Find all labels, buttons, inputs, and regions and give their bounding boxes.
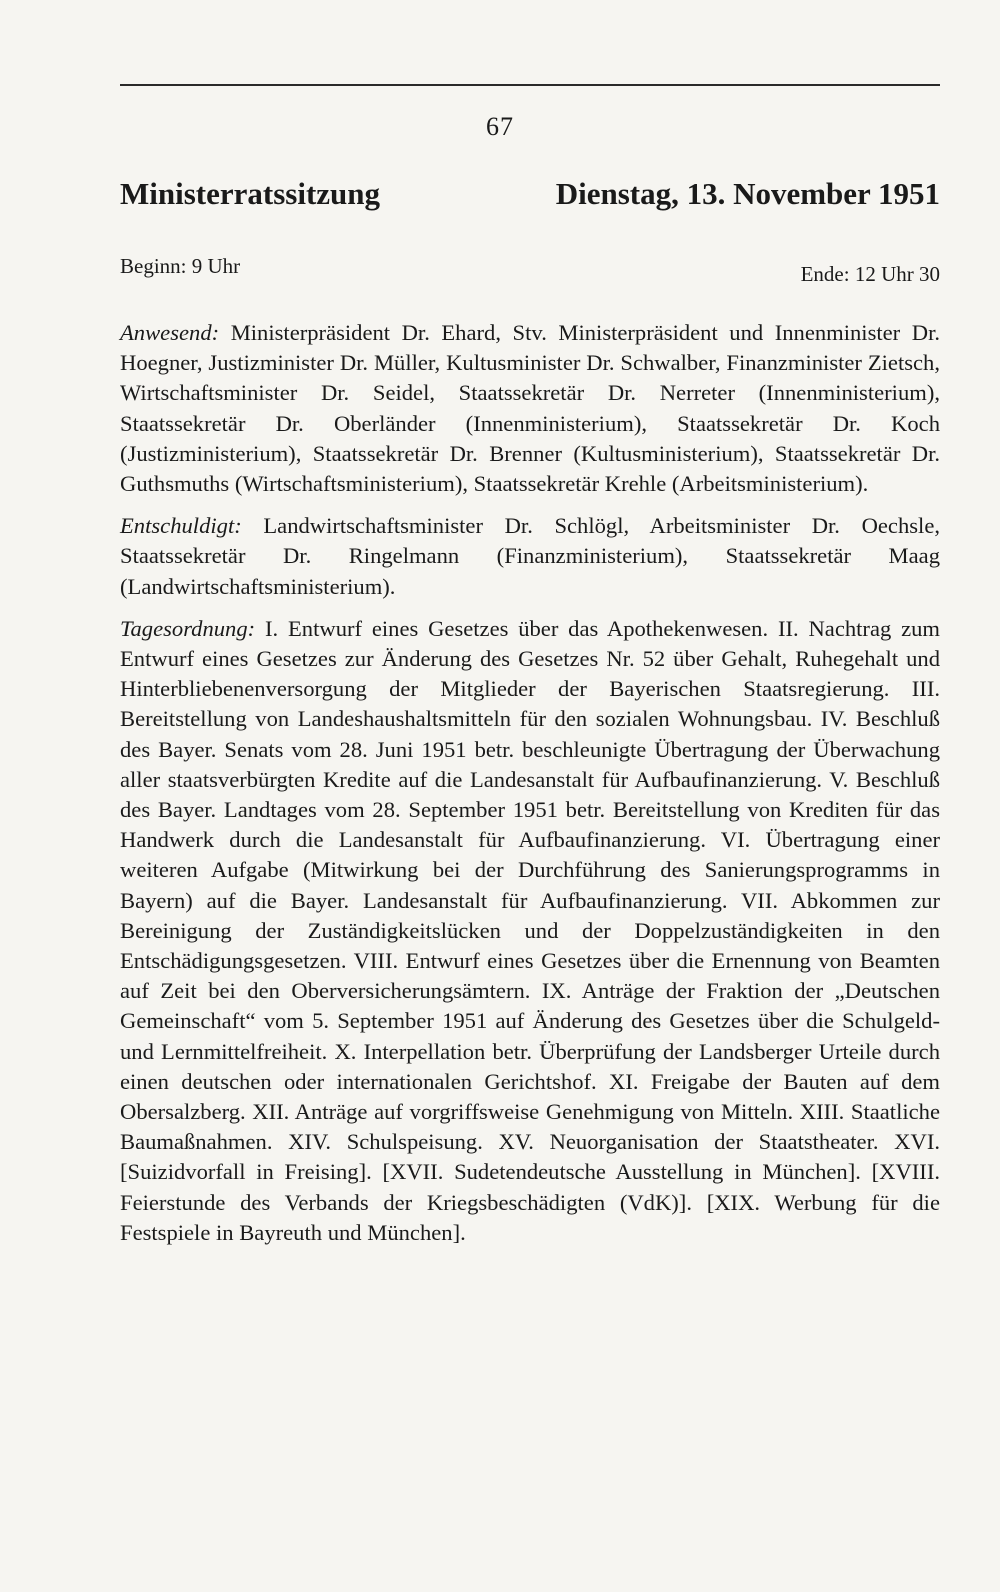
- begin-time: Beginn: 9 Uhr: [120, 254, 241, 278]
- title-row: [120, 176, 940, 212]
- excused-text: Landwirtschaftsminister Dr. Schlögl, Arbeitsminister Dr. Oechsle, Staatssekretär Dr. Ringelmann (Finanzministerium), Staatssekretär Maag (Landwirtschaftsministerium).: [120, 513, 940, 599]
- excused-paragraph: [120, 511, 940, 602]
- present-paragraph: [120, 318, 940, 499]
- present-text: Ministerpräsident Dr. Ehard, Stv. Ministerpräsident und Innenminister Dr. Hoegner, Justizminister Dr. Müller, Kultusminister Dr. Schwalber, Finanzminister Zietsch, Wirtschaftsminister Dr. Seidel, Staatssekretär Dr. Nerreter (Innenministerium), Staatssekretär Dr. Oberländer (Innenministerium), Staatssekretär Dr. Koch (Justizministerium), Staatssekretär Dr. Brenner (Kultusministerium), Staatssekretär Dr. Guthsmuths (Wirtschaftsministerium), Staatssekretär Krehle (Arbeitsministerium).: [120, 320, 940, 497]
- agenda-text: I. Entwurf eines Gesetzes über das Apothekenwesen. II. Nachtrag zum Entwurf eines Gesetzes zur Änderung des Gesetzes Nr. 52 über Gehalt, Ruhegehalt und Hinterbliebenenversorgung der Mitglieder der Bayerischen Staatsregierung. III. Bereitstellung von Landeshaushaltsmitteln für den sozialen Wohnungsbau. IV. Beschluß des Bayer. Senats vom 28. Juni 1951 betr. beschleunigte Übertragung der Überwachung aller staatsverbürgten Kredite auf die Landesanstalt für Aufbaufinanzierung. V. Beschluß des Bayer. Landtages vom 28. September 1951 betr. Bereitstellung von Krediten für das Handwerk durch die Landesanstalt für Aufbaufinanzierung. VI. Übertragung einer weiteren Aufgabe (Mitwirkung bei der Durchführung des Sanierungsprogramms in Bayern) auf die Bayer. Landesanstalt für Aufbaufinanzierung. VII. Abkommen zur Bereinigung der Zuständigkeitslücken und der Doppelzuständigkeiten in den Entschädigungsgesetzen. VIII. Entwurf eines Gesetzes über die Ernennung von Beamten auf Zeit bei den Oberversicherungsämtern. IX. Anträge der Fraktion der „Deutschen Gemeinschaft“ vom 5. September 1951 auf Änderung des Gesetzes über die Schulgeld- und Lernmittelfreiheit. X. Interpellation betr. Überprüfung der Landsberger Urteile durch einen deutschen oder internationalen Gerichtshof. XI. Freigabe der Bauten auf dem Obersalzberg. XII. Anträge auf vorgriffsweise Genehmigung von Mitteln. XIII. Staatliche Baumaßnahmen. XIV. Schulspeisung. XV. Neuorganisation der Staatstheater. XVI. [Suizidvorfall in Freising]. [XVII. Sudetendeutsche Ausstellung in München]. [XVIII. Feierstunde des Verbands der Kriegsbeschädigten (VdK)]. [XIX. Werbung für die Festspiele in Bayreuth und München].: [120, 615, 940, 1245]
- meeting-title: Ministerratssitzung: [120, 176, 381, 211]
- header-rule: [120, 84, 940, 86]
- time-row: [120, 254, 940, 288]
- agenda-paragraph: [120, 614, 940, 1248]
- present-label: Anwesend:: [120, 320, 220, 345]
- meeting-date: Dienstag, 13. November 1951: [555, 176, 940, 211]
- page-number: 67: [486, 112, 514, 141]
- excused-label: Entschuldigt:: [120, 513, 242, 539]
- body-text: [120, 318, 940, 1260]
- end-time: Ende: 12 Uhr 30: [800, 262, 940, 286]
- agenda-label: Tagesordnung:: [120, 615, 256, 641]
